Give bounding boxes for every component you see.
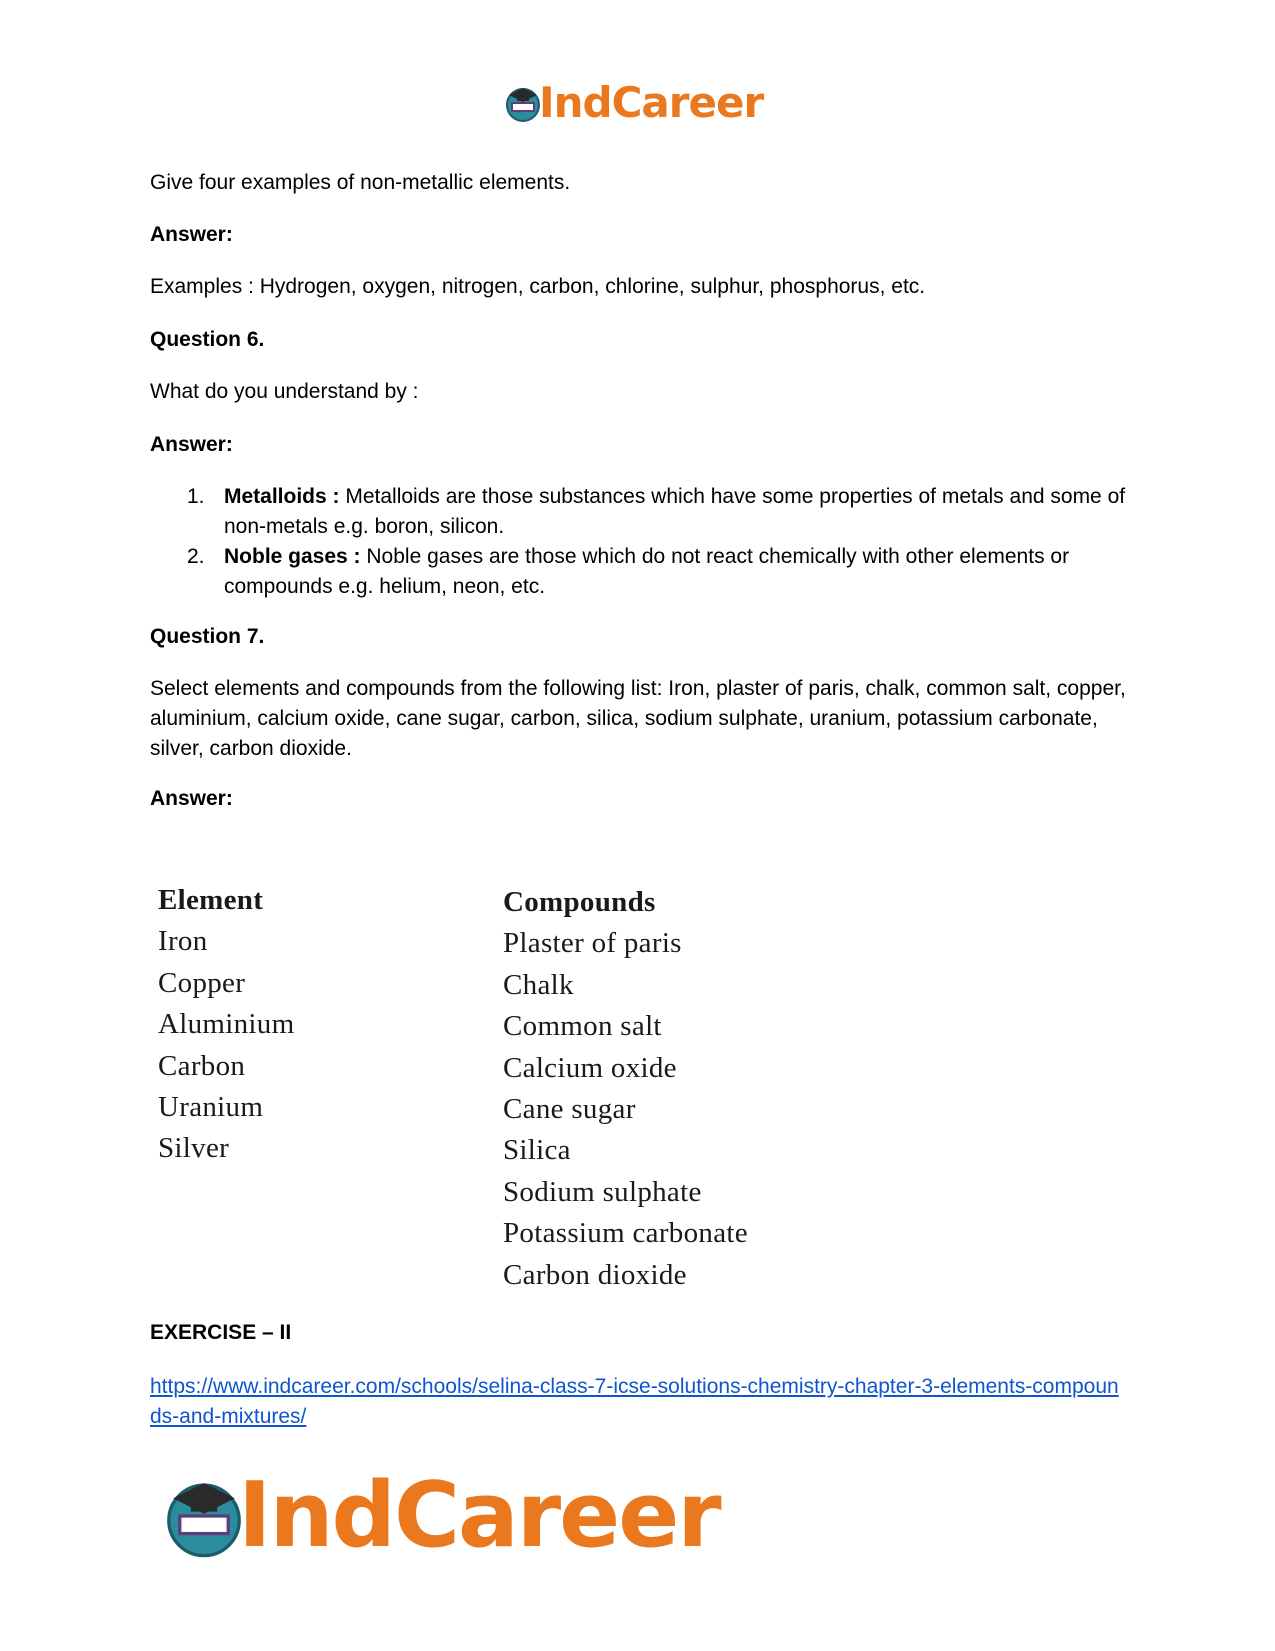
q5-answer-label: Answer: <box>150 223 233 246</box>
definition-noble-gases: Noble gases are those which do not react chemically with other elements or compounds e.g. helium, neon, etc. <box>224 545 1070 598</box>
elements-column <box>158 880 294 1170</box>
graduation-globe-icon <box>503 83 543 123</box>
q7-question: Select elements and compounds from the following list: Iron, plaster of paris, chalk, common salt, copper, aluminium, calcium oxide, cane sugar, carbon, silica, sodium sulphate, uranium, potassium carbonate, silver, carbon dioxide. <box>150 677 1126 760</box>
elements-header: Element <box>158 884 264 916</box>
element-cell: Carbon <box>158 1049 246 1082</box>
logo-wordmark: IndCareer <box>539 78 764 127</box>
source-link[interactable]: https://www.indcareer.com/schools/selina-class-7-icse-solutions-chemistry-chapter-3-elements-compounds-and-mixtures/ <box>150 1375 1119 1428</box>
indcareer-logo-footer <box>160 1463 720 1568</box>
q7-heading: Question 7. <box>150 625 265 648</box>
graduation-globe-icon <box>160 1472 248 1560</box>
exercise-heading: EXERCISE – II <box>150 1321 292 1344</box>
element-cell: Aluminium <box>158 1008 295 1041</box>
element-cell: Silver <box>158 1132 230 1165</box>
compound-cell: Potassium carbonate <box>503 1217 748 1250</box>
compound-cell: Common salt <box>503 1010 662 1043</box>
compound-cell: Carbon dioxide <box>503 1258 687 1291</box>
compound-cell: Plaster of paris <box>503 927 682 960</box>
q6-answer-list <box>150 482 1130 602</box>
q5-question: Give four examples of non-metallic elements. <box>150 171 571 194</box>
element-cell: Uranium <box>158 1090 264 1123</box>
list-number: 2. <box>187 545 205 568</box>
compounds-header: Compounds <box>503 886 656 918</box>
q6-heading: Question 6. <box>150 328 265 351</box>
list-number: 1. <box>187 485 205 508</box>
q7-answer-label: Answer: <box>150 787 233 810</box>
compound-cell: Silica <box>503 1134 571 1167</box>
q6-answer-label: Answer: <box>150 433 233 456</box>
q5-answer-text: Examples : Hydrogen, oxygen, nitrogen, carbon, chlorine, sulphur, phosphorus, etc. <box>150 275 926 298</box>
definition-metalloids: Metalloids are those substances which have some properties of metals and some of non-metals e.g. boron, silicon. <box>224 485 1126 538</box>
list-item <box>150 542 1130 602</box>
element-cell: Iron <box>158 925 208 958</box>
compounds-column <box>503 882 748 1296</box>
element-cell: Copper <box>158 966 246 999</box>
compound-cell: Sodium sulphate <box>503 1175 702 1208</box>
term-metalloids: Metalloids : <box>224 485 340 508</box>
compound-cell: Calcium oxide <box>503 1051 677 1084</box>
q6-question: What do you understand by : <box>150 380 419 403</box>
indcareer-logo-header <box>503 78 763 128</box>
source-link-paragraph <box>150 1372 1130 1432</box>
compound-cell: Chalk <box>503 968 574 1001</box>
list-item <box>150 482 1130 542</box>
term-noble-gases: Noble gases : <box>224 545 361 568</box>
logo-wordmark: IndCareer <box>238 1463 720 1568</box>
compound-cell: Cane sugar <box>503 1092 636 1125</box>
elements-compounds-table <box>150 880 850 1300</box>
